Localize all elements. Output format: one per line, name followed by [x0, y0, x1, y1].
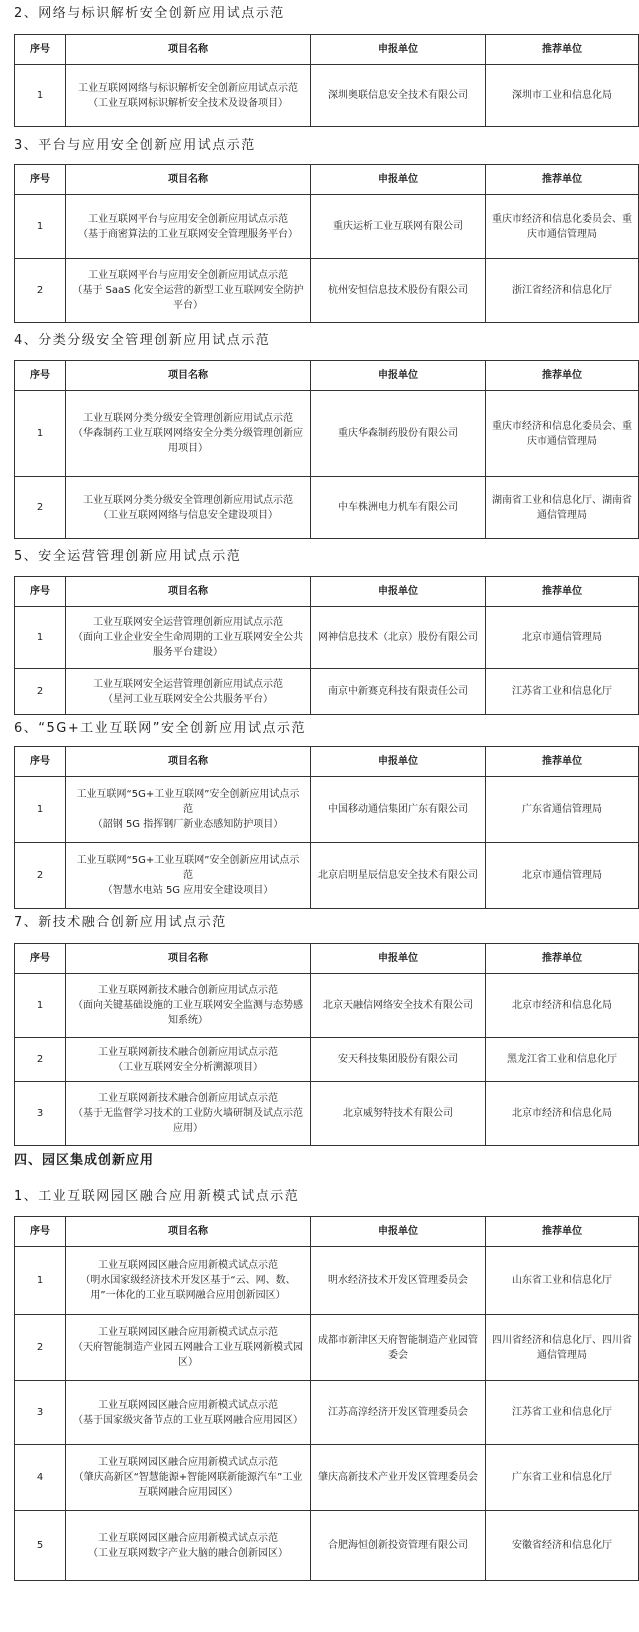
recommender: 安徽省经济和信息化厅 — [486, 1511, 639, 1581]
row-number: 1 — [15, 607, 66, 669]
column-header: 序号 — [15, 361, 66, 391]
column-header: 序号 — [15, 577, 66, 607]
column-header: 序号 — [15, 165, 66, 195]
column-header: 推荐单位 — [486, 577, 639, 607]
table-row — [15, 1445, 639, 1511]
row-number: 1 — [15, 777, 66, 843]
column-header: 项目名称 — [66, 165, 311, 195]
applicant: 北京威努特技术有限公司 — [311, 1082, 486, 1146]
column-header: 序号 — [15, 944, 66, 974]
column-header: 推荐单位 — [486, 165, 639, 195]
section-table — [14, 164, 639, 323]
project-name: 工业互联网安全运营管理创新应用试点示范 （星河工业互联网安全公共服务平台） — [66, 669, 311, 715]
section-table — [14, 34, 639, 127]
project-name: 工业互联网新技术融合创新应用试点示范 （面向关键基础设施的工业互联网安全监测与态势感知系统） — [66, 974, 311, 1038]
header-row — [15, 1217, 639, 1247]
recommender: 浙江省经济和信息化厅 — [486, 259, 639, 323]
recommender: 湖南省工业和信息化厅、湖南省通信管理局 — [486, 477, 639, 539]
table-row — [15, 1381, 639, 1445]
recommender: 北京市通信管理局 — [486, 607, 639, 669]
recommender: 四川省经济和信息化厅、四川省通信管理局 — [486, 1315, 639, 1381]
applicant: 肇庆高新技术产业开发区管理委员会 — [311, 1445, 486, 1511]
recommender: 广东省工业和信息化厅 — [486, 1445, 639, 1511]
column-header: 项目名称 — [66, 361, 311, 391]
header-row — [15, 944, 639, 974]
recommender: 重庆市经济和信息化委员会、重庆市通信管理局 — [486, 195, 639, 259]
project-name: 工业互联网新技术融合创新应用试点示范 （基于无监督学习技术的工业防火墙研制及试点示范应用） — [66, 1082, 311, 1146]
project-name: 工业互联网园区融合应用新模式试点示范 （天府智能制造产业园五网融合工业互联网新模式园区） — [66, 1315, 311, 1381]
row-number: 1 — [15, 195, 66, 259]
project-name: 工业互联网分类分级安全管理创新应用试点示范 （华森制药工业互联网网络安全分类分级管理创新应用项目） — [66, 391, 311, 477]
recommender: 江苏省工业和信息化厅 — [486, 669, 639, 715]
table-row — [15, 477, 639, 539]
recommender: 广东省通信管理局 — [486, 777, 639, 843]
recommender: 北京市经济和信息化局 — [486, 974, 639, 1038]
table-row — [15, 974, 639, 1038]
header-row — [15, 35, 639, 65]
section-title: 2、网络与标识解析安全创新应用试点示范 — [14, 6, 285, 21]
row-number: 2 — [15, 843, 66, 909]
column-header: 申报单位 — [311, 747, 486, 777]
row-number: 2 — [15, 669, 66, 715]
section-table — [14, 1216, 639, 1581]
column-header: 申报单位 — [311, 361, 486, 391]
applicant: 合肥海恒创新投资管理有限公司 — [311, 1511, 486, 1581]
row-number: 3 — [15, 1381, 66, 1445]
table-row — [15, 607, 639, 669]
row-number: 3 — [15, 1082, 66, 1146]
project-name: 工业互联网网络与标识解析安全创新应用试点示范 （工业互联网标识解析安全技术及设备项目） — [66, 65, 311, 127]
applicant: 安天科技集团股份有限公司 — [311, 1038, 486, 1082]
column-header: 申报单位 — [311, 35, 486, 65]
applicant: 重庆华森制药股份有限公司 — [311, 391, 486, 477]
project-name: 工业互联网园区融合应用新模式试点示范 （肇庆高新区“智慧能源+智能网联新能源汽车”工业互联网融合应用园区） — [66, 1445, 311, 1511]
section-title: 5、安全运营管理创新应用试点示范 — [14, 549, 242, 564]
section-table — [14, 576, 639, 715]
row-number: 4 — [15, 1445, 66, 1511]
recommender: 山东省工业和信息化厅 — [486, 1247, 639, 1315]
header-row — [15, 577, 639, 607]
table-row — [15, 843, 639, 909]
column-header: 申报单位 — [311, 1217, 486, 1247]
applicant: 北京启明星辰信息安全技术有限公司 — [311, 843, 486, 909]
applicant: 成都市新津区天府智能制造产业园管委会 — [311, 1315, 486, 1381]
project-name: 工业互联网园区融合应用新模式试点示范 （明水国家级经济技术开发区基于“云、网、数、用”一体化的工业互联网融合应用创新园区） — [66, 1247, 311, 1315]
part-heading: 四、园区集成创新应用 — [14, 1153, 155, 1168]
table-row — [15, 1511, 639, 1581]
applicant: 重庆运析工业互联网有限公司 — [311, 195, 486, 259]
applicant: 北京天融信网络安全技术有限公司 — [311, 974, 486, 1038]
column-header: 推荐单位 — [486, 944, 639, 974]
applicant: 中车株洲电力机车有限公司 — [311, 477, 486, 539]
applicant: 江苏高淳经济开发区管理委员会 — [311, 1381, 486, 1445]
project-name: 工业互联网分类分级安全管理创新应用试点示范 （工业互联网网络与信息安全建设项目） — [66, 477, 311, 539]
table-row — [15, 65, 639, 127]
section-table — [14, 943, 639, 1146]
row-number: 5 — [15, 1511, 66, 1581]
column-header: 申报单位 — [311, 165, 486, 195]
column-header: 项目名称 — [66, 747, 311, 777]
column-header: 申报单位 — [311, 944, 486, 974]
recommender: 黑龙江省工业和信息化厅 — [486, 1038, 639, 1082]
project-name: 工业互联网园区融合应用新模式试点示范 （工业互联网数字产业大脑的融合创新园区） — [66, 1511, 311, 1581]
applicant: 杭州安恒信息技术股份有限公司 — [311, 259, 486, 323]
recommender: 北京市通信管理局 — [486, 843, 639, 909]
recommender: 深圳市工业和信息化局 — [486, 65, 639, 127]
column-header: 项目名称 — [66, 577, 311, 607]
section-title: 1、工业互联网园区融合应用新模式试点示范 — [14, 1189, 300, 1204]
column-header: 推荐单位 — [486, 1217, 639, 1247]
column-header: 项目名称 — [66, 944, 311, 974]
column-header: 序号 — [15, 747, 66, 777]
section-table — [14, 360, 639, 539]
recommender: 江苏省工业和信息化厅 — [486, 1381, 639, 1445]
row-number: 2 — [15, 477, 66, 539]
applicant: 明水经济技术开发区管理委员会 — [311, 1247, 486, 1315]
column-header: 序号 — [15, 35, 66, 65]
header-row — [15, 747, 639, 777]
row-number: 1 — [15, 974, 66, 1038]
section-table — [14, 746, 639, 909]
table-row — [15, 195, 639, 259]
row-number: 2 — [15, 259, 66, 323]
column-header: 项目名称 — [66, 1217, 311, 1247]
project-name: 工业互联网新技术融合创新应用试点示范 （工业互联网安全分析溯源项目） — [66, 1038, 311, 1082]
section-title: 4、分类分级安全管理创新应用试点示范 — [14, 333, 271, 348]
column-header: 推荐单位 — [486, 361, 639, 391]
row-number: 2 — [15, 1315, 66, 1381]
table-row — [15, 777, 639, 843]
recommender: 重庆市经济和信息化委员会、重庆市通信管理局 — [486, 391, 639, 477]
row-number: 1 — [15, 1247, 66, 1315]
project-name: 工业互联网安全运营管理创新应用试点示范 （面向工业企业安全生命周期的工业互联网安全公共服务平台建设） — [66, 607, 311, 669]
column-header: 申报单位 — [311, 577, 486, 607]
project-name: 工业互联网园区融合应用新模式试点示范 （基于国家级灾备节点的工业互联网融合应用园区） — [66, 1381, 311, 1445]
project-name: 工业互联网平台与应用安全创新应用试点示范 （基于商密算法的工业互联网安全管理服务平台） — [66, 195, 311, 259]
section-title: 3、平台与应用安全创新应用试点示范 — [14, 138, 256, 153]
row-number: 2 — [15, 1038, 66, 1082]
column-header: 推荐单位 — [486, 35, 639, 65]
section-title: 6、“5G+工业互联网”安全创新应用试点示范 — [14, 721, 306, 736]
recommender: 北京市经济和信息化局 — [486, 1082, 639, 1146]
table-row — [15, 391, 639, 477]
row-number: 1 — [15, 391, 66, 477]
project-name: 工业互联网“5G+工业互联网”安全创新应用试点示范 （韶钢 5G 指挥钢厂新业态感知防护项目） — [66, 777, 311, 843]
table-row — [15, 1315, 639, 1381]
column-header: 推荐单位 — [486, 747, 639, 777]
table-row — [15, 1247, 639, 1315]
header-row — [15, 165, 639, 195]
applicant: 中国移动通信集团广东有限公司 — [311, 777, 486, 843]
table-row — [15, 259, 639, 323]
row-number: 1 — [15, 65, 66, 127]
column-header: 项目名称 — [66, 35, 311, 65]
section-title: 7、新技术融合创新应用试点示范 — [14, 915, 227, 930]
project-name: 工业互联网“5G+工业互联网”安全创新应用试点示范 （智慧水电站 5G 应用安全建设项目） — [66, 843, 311, 909]
project-name: 工业互联网平台与应用安全创新应用试点示范 （基于 SaaS 化安全运营的新型工业互联网安全防护平台） — [66, 259, 311, 323]
table-row — [15, 1038, 639, 1082]
applicant: 南京中新赛克科技有限责任公司 — [311, 669, 486, 715]
column-header: 序号 — [15, 1217, 66, 1247]
table-row — [15, 669, 639, 715]
header-row — [15, 361, 639, 391]
table-row — [15, 1082, 639, 1146]
applicant: 网神信息技术（北京）股份有限公司 — [311, 607, 486, 669]
applicant: 深圳奥联信息安全技术有限公司 — [311, 65, 486, 127]
